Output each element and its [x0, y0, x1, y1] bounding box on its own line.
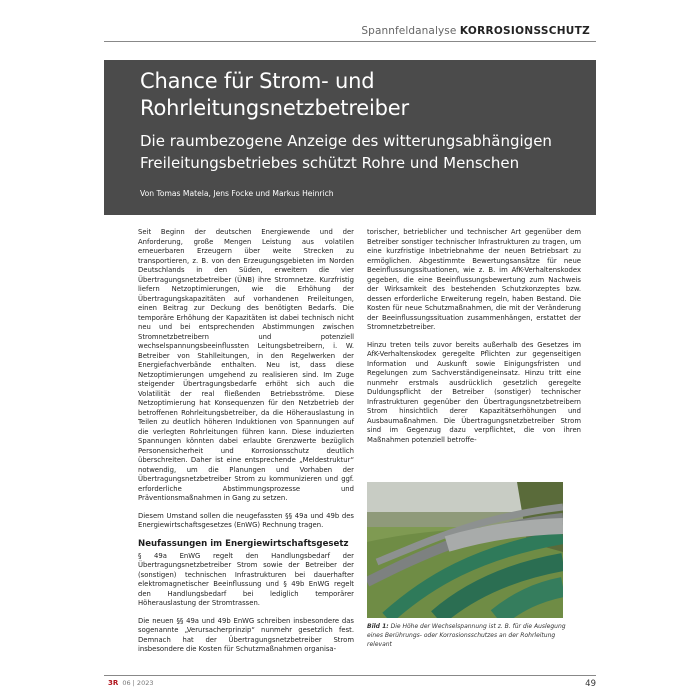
right-column — [367, 228, 581, 445]
section-label: Spannfeldanalyse — [361, 25, 457, 37]
figure-caption — [367, 622, 581, 649]
subtitle-line-2: Freileitungsbetriebes schützt Rohre und Menschen — [140, 154, 520, 172]
footer-rule — [104, 675, 596, 676]
footer-publication — [108, 679, 153, 687]
journal-logo: 3R — [108, 679, 119, 687]
section-heading: Neufassungen im Energiewirtschaftsgesetz — [138, 538, 349, 549]
article-subtitle — [140, 130, 584, 174]
title-banner — [104, 60, 596, 215]
subtitle-line-1: Die raumbezogene Anzeige des witterungsabhängigen — [140, 132, 552, 150]
paragraph: Hinzu treten teils zuvor bereits außerhalb des Gesetzes im AfK-Verhaltenskodex geregelte Pflichten zur gegenseitigen Information und Auskunft sowie Einigungsfristen und Regelungen zum Sachverständigeneinsatz. Hinzu tritt eine nunmehr erstmals ausdrücklich gesetzlich geregelte Duldungspflicht der Betreiber (sonstiger) technischer Infrastrukturen gegenüber den Übertragungsnetzbetreibern Strom hinsichtlich derer Kapazitätserhöhungen und Ausbaumaßnahmen. Die Übertragungsnetzbetreiber Strom sind im Gegenzug dazu verpflichtet, die von ihren Maßnahmen potenziell betroffe- — [367, 340, 581, 444]
pipeline-photo — [367, 482, 563, 618]
issue-number: 06 | 2023 — [122, 679, 154, 687]
paragraph: torischer, betrieblicher und technischer Art gegenüber dem Betreiber sonstiger technischer Infrastrukturen zu tragen, um eine kurzfristige Inbetriebnahme der neuen Betriebsart zu ermöglichen. Abgestimmte Bewertungsansätze für neue Beeinflussungssituationen, wie z. B. im AfK-Verhaltenskodex gegeben, die eine Beeinflussungsbewertung zum Nachweis der Wirksamkeit des bestehenden Schutzkonzeptes bzw. dessen erforderliche Erweiterung regeln, haben Bestand. Die Kosten für neue Schutzmaßnahmen, die mit der Veränderung der Beeinflussungssituation zusammenhängen, erstattet der Stromnetzbetreiber. — [367, 228, 581, 331]
author-byline: Von Tomas Matela, Jens Focke und Markus Heinrich — [140, 189, 334, 198]
paragraph: § 49a EnWG regelt den Handlungsbedarf der Übertragungsnetzbetreiber Strom sowie der Betreiber der (sonstigen) technischen Infrastrukturen bei dauerhafter elektromagnetischer Beeinflussung und § 49b EnWG regelt den Handlungsbedarf bei lediglich temporärer Höherauslastung der Stromtrassen. — [138, 551, 354, 607]
section-topic: KORROSIONSSCHUTZ — [459, 25, 590, 37]
caption-label: Bild 1: — [367, 623, 389, 630]
caption-text: Die Höhe der Wechselspannung ist z. B. für die Auslegung eines Berührungs- oder Korrosionsschutzes an der Rohrleitung relevant — [367, 623, 566, 648]
paragraph: Diesem Umstand sollen die neugefassten §§ 49a und 49b des Energiewirtschaftsgesetzes (EnWG) Rechnung tragen. — [138, 511, 354, 529]
paragraph: Seit Beginn der deutschen Energiewende und der Anforderung, große Mengen Leistung aus volatilen erneuerbaren Erzeugern über weite Strecken zu transportieren, z. B. von den Erzeugungsgebieten im Norden Deutschlands in den Süden, erweitern die vier Übertragungsnetzbetreiber (ÜNB) ihre Stromnetze. Kurzfristig liefern Netzoptimierungen, wie die Erhöhung der Übertragungskapazitäten auf vorhandenen Freileitungen, einen Beitrag zur Deckung des benötigten Bedarfs. Die temporäre Erhöhung der Kapazitäten ist dabei technisch nicht neu und bei entsprechenden Abstimmungen zwischen Stromnetzbetreibern und potenziell wechselspannungsbeeinflussten Leitungsbetreibern, i. W. Betreiber von Stahlleitungen, in den Regelwerken der Energiefachverbände enthalten. Neu ist, dass diese Netzoptimierungen umgehend zu realisieren sind. Im Zuge steigender Übertragungsbedarfe erhöht sich auch die Volatilität der real fließenden Betriebsströme. Diese Netzoptimierung hat Konsequenzen für den Netzbetrieb der betroffenen Rohrleitungsbetreiber, da die Höherauslastung in Teilen zu deutlich höheren Induktionen von Spannungen auf die verlegten Rohrleitungen führen kann. Diese induzierten Spannungen könnten dabei erlaubte Grenzwerte bezüglich Personensicherheit und Korrosionsschutz deutlich überschreiten. Daher ist eine entsprechende „Meldestruktur“ notwendig, um die Planungen und Vorhaben der Übertragungsnetzbetreiber Strom zu kommunizieren und ggf. erforderliche Abstimmungsprozesse und Präventionsmaßnahmen in Gang zu setzen. — [138, 228, 354, 502]
paragraph: Die neuen §§ 49a und 49b EnWG schreiben insbesondere das sogenannte „Verursacherprinzip“ nunmehr gesetzlich fest. Demnach hat der Übertragungsnetzbetreiber Strom insbesondere die Kosten für Schutzmaßnahmen organisa- — [138, 616, 354, 653]
page-number: 49 — [585, 679, 596, 689]
title-line-2: Rohrleitungsnetzbetreiber — [140, 96, 409, 120]
header-rule — [104, 41, 596, 42]
left-column — [138, 228, 354, 655]
article-title — [140, 68, 584, 122]
section-header — [361, 25, 590, 37]
pipeline-photo-illustration — [367, 482, 563, 618]
title-line-1: Chance für Strom- und — [140, 69, 375, 93]
